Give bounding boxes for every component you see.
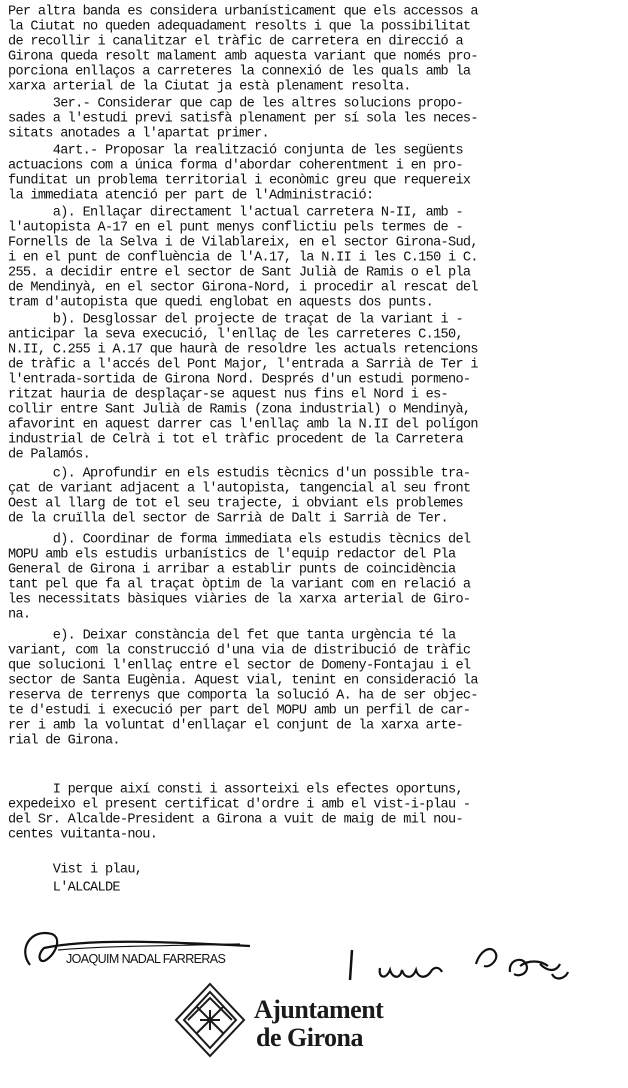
text-line: afavorint en aquest darrer cas l'enllaç amb la N.II del polígon	[8, 417, 478, 433]
text-line: 4art.- Proposar la realització conjunta de les següents	[8, 143, 463, 159]
text-line: funditat un problema territorial i econòmic greu que requereix	[8, 173, 471, 189]
text-line: de Palamós.	[8, 447, 91, 463]
text-line: te d'estudi i execució per part del MOPU amb un perfil de car-	[8, 703, 471, 719]
text-line: xarxa arterial de la Ciutat ja està plenament resolta.	[8, 79, 411, 95]
signer-name: JOAQUIM NADAL FARRERAS	[66, 952, 226, 966]
text-line: l'autopista A-17 en el punt menys conflictiu pels termes de -	[8, 220, 463, 236]
text-line: tram d'autopista que quedi englobat en aquests dos punts.	[8, 295, 434, 311]
text-line: rer i amb la voluntat d'enllaçar el conjunt de la xarxa arte-	[8, 718, 463, 734]
text-line: rial de Girona.	[8, 733, 120, 749]
text-line: d). Coordinar de forma immediata els estudis tècnics del	[8, 532, 471, 548]
signature-block	[0, 920, 628, 1088]
text-line: L'ALCALDE	[8, 880, 120, 896]
text-line: sades a l'estudi previ satisfà plenament per sí sola les neces-	[8, 111, 478, 127]
text-line: de la cruïlla del sector de Sarrià de Dalt i Sarrià de Ter.	[8, 511, 448, 527]
text-line: N.II, C.255 i A.17 que haurà de resoldre les actuals retencions	[8, 342, 478, 358]
stamp-line-2: de Girona	[256, 1023, 363, 1052]
text-line: l'entrada-sortida de Girona Nord. Després d'un estudi pormeno-	[8, 372, 471, 388]
text-line: variant, com la construcció d'una via de distribució de tràfic	[8, 643, 471, 659]
text-line: expedeixo el present certificat d'ordre i amb el vist-i-plau -	[8, 797, 471, 813]
text-line: e). Deixar constància del fet que tanta urgència té la	[8, 628, 456, 644]
text-line: de tràfic a l'accés del Pont Major, l'entrada a Sarrià de Ter i	[8, 357, 478, 373]
text-line: sitats anotades a l'apartat primer.	[8, 126, 270, 142]
text-line: çat de variant adjacent a l'autopista, tangencial al seu front	[8, 481, 471, 497]
text-line: Fornells de la Selva i de Vilablareix, en el sector Girona-Sud,	[8, 235, 478, 251]
text-line: I perque així consti i assorteixi els efectes oportuns,	[8, 782, 463, 798]
text-line: a). Enllaçar directament l'actual carretera N-II, amb -	[8, 205, 463, 221]
text-line: de recollir i canalitzar el tràfic de carretera en direcció a	[8, 34, 463, 50]
text-line: c). Aprofundir en els estudis tècnics d'un possible tra-	[8, 466, 471, 482]
text-line: ritzat hauria de desplaçar-se aquest nus fins el Nord i es-	[8, 387, 448, 403]
text-line: collir entre Sant Julià de Ramis (zona industrial) o Mendinyà,	[8, 402, 471, 418]
text-line: 255. a decidir entre el sector de Sant Julià de Ramis o el pla	[8, 265, 471, 281]
text-line: actuacions com a única forma d'abordar coherentment i en pro-	[8, 158, 463, 174]
text-line: Vist i plau,	[8, 862, 143, 878]
text-line: les necessitats bàsiques viàries de la xarxa arterial de Giro-	[8, 592, 471, 608]
text-line: la immediata atenció per part de l'Administració:	[8, 188, 374, 204]
text-line: na.	[8, 607, 31, 623]
text-line: i en el punt de confluència de l'A.17, la N.II i les C.150 i C.	[8, 250, 478, 266]
text-line: Girona queda resolt malament amb aquesta variant que només pro-	[8, 49, 478, 65]
text-line: Per altra banda es considera urbanísticament que els accessos a	[8, 4, 478, 20]
text-line: centes vuitanta-nou.	[8, 827, 158, 843]
text-line: Oest al llarg de tot el seu trajecte, i obviant els problemes	[8, 496, 463, 512]
text-line: porciona enllaços a carreteres la connexió de les quals amb la	[8, 64, 471, 80]
text-line: del Sr. Alcalde-President a Girona a vuit de maig de mil nou-	[8, 812, 463, 828]
text-line: sector de Santa Eugènia. Aquest vial, tenint en consideració la	[8, 673, 478, 689]
text-line: la Ciutat no queden adequadament resolts i que la possibilitat	[8, 19, 471, 35]
text-line: b). Desglossar del projecte de traçat de la variant i -	[8, 312, 463, 328]
text-line: General de Girona i arribar a establir punts de coincidència	[8, 562, 456, 578]
stamp-line-1: Ajuntament	[254, 995, 384, 1024]
text-line: de Mendinyà, en el sector Girona-Nord, i procedir al rescat del	[8, 280, 478, 296]
text-line: tant pel que fa al traçat òptim de la variant com en relació a	[8, 577, 471, 593]
text-line: industrial de Celrà i tot el tràfic procedent de la Carretera	[8, 432, 463, 448]
text-line: reserva de terrenys que comporta la solució A. ha de ser objec-	[8, 688, 478, 704]
text-line: MOPU amb els estudis urbanístics de l'equip redactor del Pla	[8, 547, 456, 563]
text-line: 3er.- Considerar que cap de les altres solucions propo-	[8, 96, 463, 112]
text-line: anticipar la seva execució, l'enllaç de les carreteres C.150,	[8, 327, 463, 343]
text-line: que solucioni l'enllaç entre el sector de Domeny-Fontajau i el	[8, 658, 471, 674]
